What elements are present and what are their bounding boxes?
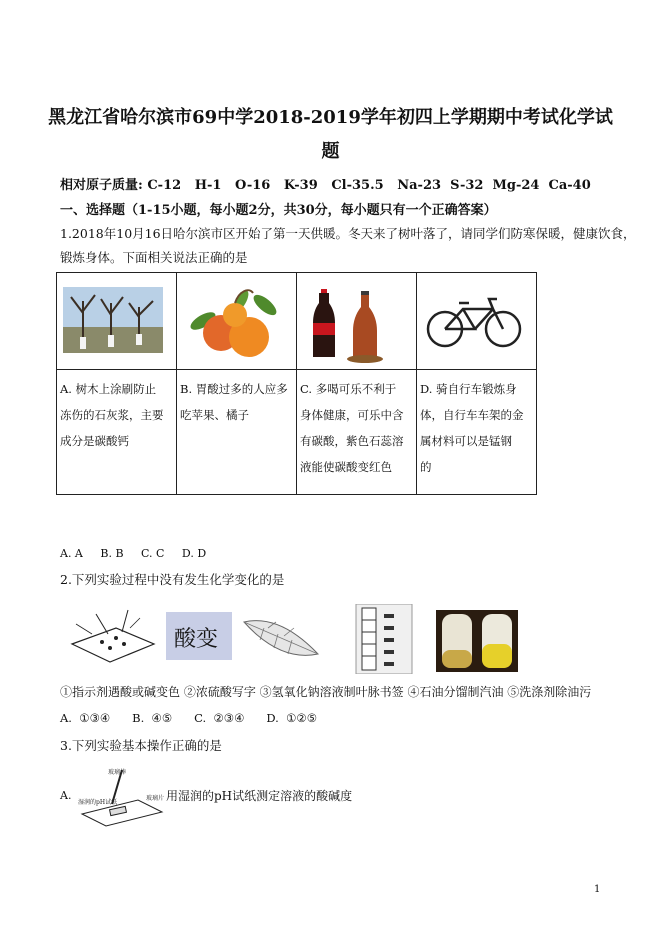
q3-option-a-text: 用湿润的pH试纸测定溶液的酸碱度	[166, 789, 353, 803]
q1-image-bicycle	[417, 273, 537, 370]
trees-photo	[63, 287, 163, 353]
q1-image-trees	[57, 273, 177, 370]
section-heading: 一、选择题（1-15小题，每小题2分，共30分，每小题只有一个正确答案）	[60, 203, 497, 218]
q2-items: ①指示剂遇酸或碱变色 ②浓硫酸写字 ③氢氧化钠溶液制叶脉书签 ④石油分馏制汽油 ⑤洗涤剂除油污	[60, 685, 592, 699]
fractionating-column-diagram	[354, 604, 414, 674]
spot-plate-diagram	[66, 604, 158, 674]
acid-writing-photo	[166, 612, 232, 660]
q1-options: A. A B. B C. C D. D	[60, 547, 207, 560]
atomic-mass-line: 相对原子质量: C-12 H-1 O-16 K-39 Cl-35.5 Na-23 S-32 Mg-24 Ca-40	[60, 178, 591, 193]
rod-label: 玻璃棒	[108, 769, 127, 776]
q3-option-a-label: A.	[60, 789, 72, 802]
ph-test-diagram	[78, 764, 166, 828]
q3-stem: 3.下列实验基本操作正确的是	[60, 738, 222, 753]
q1-option-d: D. 骑自行车锻炼身 体，自行车车架的金 属材料可以是锰钢 的	[417, 370, 537, 495]
q1-stem-line2: 锻炼身体。下面相关说法正确的是	[60, 250, 248, 265]
paper-label: 湿润的pH试纸	[78, 799, 118, 806]
q1-image-oranges	[177, 273, 297, 370]
test-tubes-photo	[436, 610, 518, 672]
page-title: 黑龙江省哈尔滨市69中学2018-2019学年初四上学期期中考试化学试	[48, 107, 613, 128]
leaf-skeleton-photo	[240, 614, 322, 662]
oranges-photo	[183, 281, 285, 361]
q2-options: A. ①③④ B. ④⑤ C. ②③④ D. ①②⑤	[60, 711, 318, 725]
q1-image-cola	[297, 273, 417, 370]
page-title-cont: 题	[321, 141, 340, 162]
q2-stem: 2.下列实验过程中没有发生化学变化的是	[60, 572, 285, 587]
q1-table	[56, 272, 537, 495]
q1-option-b: B. 胃酸过多的人应多 吃苹果、橘子	[177, 370, 297, 495]
cola-photo	[305, 283, 403, 363]
q1-stem-line1: 1.2018年10月16日哈尔滨市区开始了第一天供暖。冬天来了树叶落了，请同学们防寒保暖，健康饮食，	[60, 226, 636, 241]
glass-label: 玻璃片	[146, 795, 165, 802]
q1-option-c: C. 多喝可乐不利于 身体健康，可乐中含 有碳酸，紫色石蕊溶 液能使碳酸变红色	[297, 370, 417, 495]
page-number: 1	[594, 884, 601, 895]
bicycle-photo	[423, 289, 525, 349]
acid-writing-text: 酸变	[174, 627, 219, 652]
q1-option-a: A. 树木上涂刷防止 冻伤的石灰浆，主要 成分是碳酸钙	[57, 370, 177, 495]
